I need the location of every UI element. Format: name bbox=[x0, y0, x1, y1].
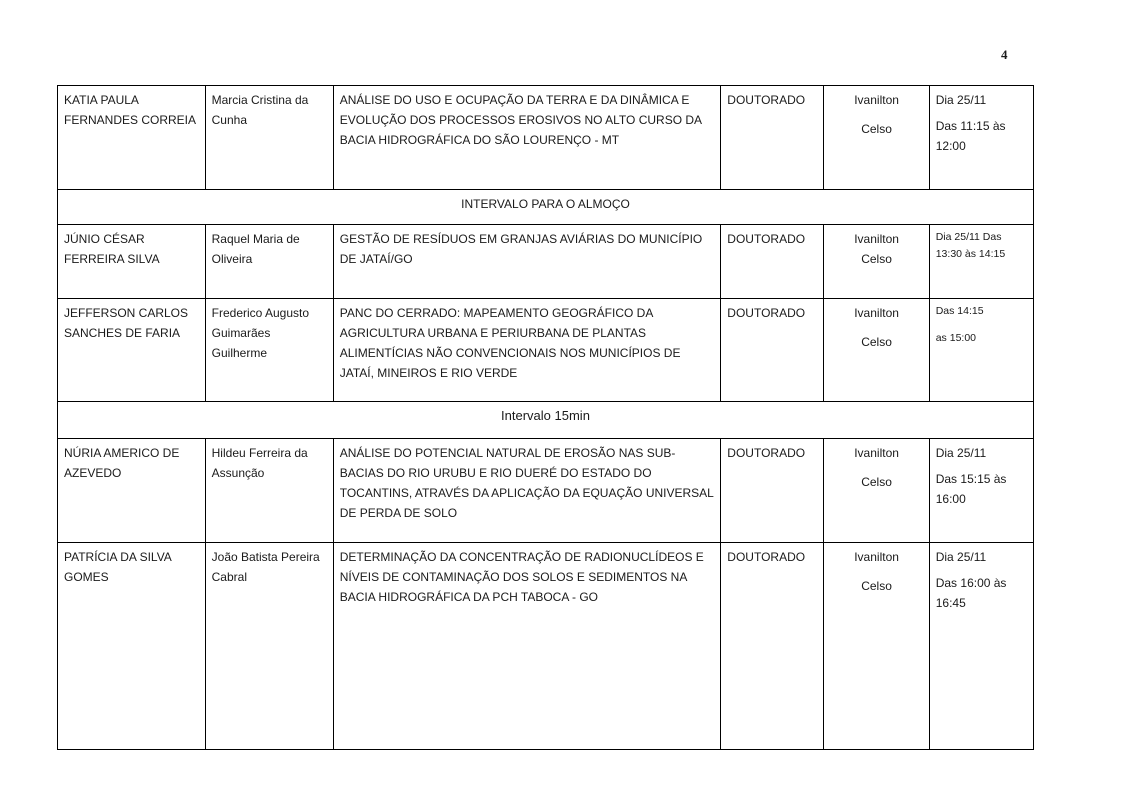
degree-level-cell: DOUTORADO bbox=[721, 299, 824, 402]
thesis-title-cell: ANÁLISE DO USO E OCUPAÇÃO DA TERRA E DA DINÂMICA E EVOLUÇÃO DOS PROCESSOS EROSIVOS NO ALTO CURSO DA BACIA HIDROGRÁFICA DO SÃO LOURENÇO - MT bbox=[333, 86, 721, 190]
advisor-cell: Hildeu Ferreira da Assunção bbox=[205, 439, 333, 543]
student-cell: NÚRIA AMERICO DE AZEVEDO bbox=[58, 439, 206, 543]
date-day: Dia 25/11 bbox=[935, 93, 987, 107]
student-cell: KATIA PAULA FERNANDES CORREIA bbox=[58, 86, 206, 190]
lunch-break-label: INTERVALO PARA O ALMOÇO bbox=[58, 190, 1034, 225]
table-row bbox=[58, 225, 1034, 299]
student-cell: PATRÍCIA DA SILVA GOMES bbox=[58, 543, 206, 750]
date-day: Dia 25/11 bbox=[935, 446, 987, 460]
advisor-cell: Raquel Maria de Oliveira bbox=[205, 225, 333, 299]
short-break-label: Intervalo 15min bbox=[58, 402, 1034, 439]
advisor-cell: Marcia Cristina da Cunha bbox=[205, 86, 333, 190]
board-member-1: Ivanilton bbox=[854, 232, 899, 246]
table-row bbox=[58, 299, 1034, 402]
degree-level-cell: DOUTORADO bbox=[721, 225, 824, 299]
date-cell bbox=[929, 86, 1033, 190]
table-row bbox=[58, 439, 1034, 543]
board-cell bbox=[824, 86, 929, 190]
board-member-2: Celso bbox=[861, 122, 892, 136]
degree-level-cell: DOUTORADO bbox=[721, 543, 824, 750]
date-time: Das 11:15 às 12:00 bbox=[935, 119, 1006, 153]
board-cell bbox=[824, 543, 929, 750]
date-cell bbox=[929, 299, 1033, 402]
degree-level-cell: DOUTORADO bbox=[721, 86, 824, 190]
date-day: Das 14:15 bbox=[935, 305, 984, 317]
board-member-1: Ivanilton bbox=[854, 306, 899, 320]
board-member-2: Celso bbox=[861, 335, 892, 349]
board-member-2: Celso bbox=[861, 475, 892, 489]
board-member-2: Celso bbox=[861, 579, 892, 593]
board-cell bbox=[824, 225, 929, 299]
date-cell bbox=[929, 543, 1033, 750]
date-day: Dia 25/11 bbox=[935, 550, 987, 564]
student-cell: JEFFERSON CARLOS SANCHES DE FARIA bbox=[58, 299, 206, 402]
date-cell bbox=[929, 439, 1033, 543]
thesis-title-cell: PANC DO CERRADO: MAPEAMENTO GEOGRÁFICO DA AGRICULTURA URBANA E PERIURBANA DE PLANTAS ALIMENTÍCIAS NÃO CONVENCIONAIS NOS MUNICÍPIOS DE JATAÍ, MINEIROS E RIO VERDE bbox=[333, 299, 721, 402]
date-time: Das 16:00 às 16:45 bbox=[935, 576, 1007, 610]
date-time: Das 15:15 às 16:00 bbox=[935, 472, 1007, 506]
board-cell bbox=[824, 299, 929, 402]
thesis-title-cell: GESTÃO DE RESÍDUOS EM GRANJAS AVIÁRIAS DO MUNICÍPIO DE JATAÍ/GO bbox=[333, 225, 721, 299]
board-member-1: Ivanilton bbox=[854, 446, 899, 460]
break-row bbox=[58, 190, 1034, 225]
thesis-title-cell: ANÁLISE DO POTENCIAL NATURAL DE EROSÃO NAS SUB-BACIAS DO RIO URUBU E RIO DUERÉ DO ESTADO DO TOCANTINS, ATRAVÉS DA APLICAÇÃO DA EQUAÇÃO UNIVERSAL DE PERDA DE SOLO bbox=[333, 439, 721, 543]
student-cell: JÚNIO CÉSAR FERREIRA SILVA bbox=[58, 225, 206, 299]
board-member-1: Ivanilton bbox=[854, 550, 899, 564]
defense-schedule-table bbox=[57, 85, 1034, 750]
page-number: 4 bbox=[1001, 47, 1008, 62]
date-cell bbox=[929, 225, 1033, 299]
table-row bbox=[58, 543, 1034, 750]
board-member-2: Celso bbox=[861, 252, 892, 266]
advisor-cell: João Batista Pereira Cabral bbox=[205, 543, 333, 750]
table-row bbox=[58, 86, 1034, 190]
board-cell bbox=[824, 439, 929, 543]
board-member-1: Ivanilton bbox=[854, 93, 899, 107]
advisor-cell: Frederico Augusto Guimarães Guilherme bbox=[205, 299, 333, 402]
thesis-title-cell: DETERMINAÇÃO DA CONCENTRAÇÃO DE RADIONUCLÍDEOS E NÍVEIS DE CONTAMINAÇÃO DOS SOLOS E SEDIMENTOS NA BACIA HIDROGRÁFICA DA PCH TABOCA - GO bbox=[333, 543, 721, 750]
degree-level-cell: DOUTORADO bbox=[721, 439, 824, 543]
date-time: as 15:00 bbox=[935, 332, 977, 344]
date-day: Dia 25/11 Das 13:30 às 14:15 bbox=[935, 231, 1006, 260]
break-row bbox=[58, 402, 1034, 439]
